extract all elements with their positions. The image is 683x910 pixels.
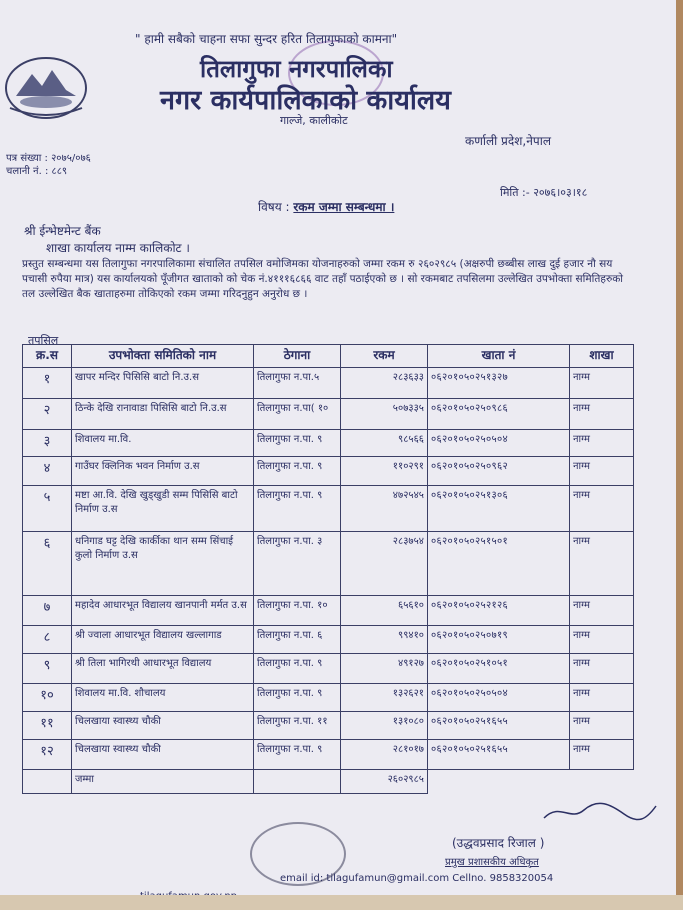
cell-account: ०६२०१०५०२५१०५१ [428, 654, 570, 684]
cell-branch: नाग्म [570, 368, 634, 399]
cell-account: ०६२०१०५०२५०९८६ [428, 399, 570, 430]
cell-sn: ४ [23, 457, 72, 486]
cell-committee: शिवालय मा.वि. शौचालय [72, 684, 254, 712]
cell-amount: ९९४१० [341, 626, 428, 654]
cell-branch: नाग्म [570, 457, 634, 486]
officer-name: (उद्धवप्रसाद रिजाल ) [452, 836, 545, 850]
cell-branch: नाग्म [570, 712, 634, 740]
header-address: ठेगाना [254, 345, 341, 368]
table-row [23, 368, 634, 399]
cell-branch: नाग्म [570, 430, 634, 457]
cell-branch: नाग्म [570, 626, 634, 654]
cell-branch: नाग्म [570, 596, 634, 626]
page-bottom-edge [0, 895, 683, 910]
office-name: नगर कार्यपालिकाको कार्यालय [160, 85, 451, 116]
cell-sn: ९ [23, 654, 72, 684]
cell-sn: ३ [23, 430, 72, 457]
cell-committee: मष्टा आ.वि. देखि खुड्खुडी सम्म पिसिसि बाटो निर्माण उ.स [72, 486, 254, 532]
header-sn: क्र.स [23, 345, 72, 368]
table-row [23, 596, 634, 626]
cell-amount: २८३६३३ [341, 368, 428, 399]
cell-address: तिलागुफा न.पा. ९ [254, 654, 341, 684]
cell-address: तिलागुफा न.पा.५ [254, 368, 341, 399]
cell-amount: ११०२९१ [341, 457, 428, 486]
subject-text: रकम जम्मा सम्बन्धमा । [293, 200, 395, 214]
cell-committee: चिलखाया स्वास्थ्य चौकी [72, 740, 254, 770]
cell-committee: श्री तिला भागिरथी आधारभूत विद्यालय [72, 654, 254, 684]
dispatch-number: चलानी नं. : ८८९ [6, 166, 68, 177]
cell-sn: १ [23, 368, 72, 399]
cell-account: ०६२०१०५०२५०९६२ [428, 457, 570, 486]
cell-amount: ९८५६६ [341, 430, 428, 457]
table-row [23, 486, 634, 532]
cell-account: ०६२०१०५०२५१६५५ [428, 740, 570, 770]
cell-branch: नाग्म [570, 654, 634, 684]
cell-amount: ४९१२७ [341, 654, 428, 684]
cell-account: ०६२०१०५०२५०७१९ [428, 626, 570, 654]
cell-account: ०६२०१०५०२५०५०४ [428, 684, 570, 712]
cell-address: तिलागुफा न.पा. ३ [254, 532, 341, 596]
cell-address: तिलागुफा न.पा. १० [254, 596, 341, 626]
cell-sn: १२ [23, 740, 72, 770]
cell-committee: ठिन्के देखि रानावाडा पिसिसि बाटो नि.उ.स [72, 399, 254, 430]
table-row [23, 740, 634, 770]
cell-amount: १३१०८० [341, 712, 428, 740]
contact-line: email id: tilagufamun@gmail.com Cellno. 9858320054 [280, 873, 554, 884]
cell-sn: ६ [23, 532, 72, 596]
org-name: तिलागुफा नगरपालिका [200, 55, 393, 83]
cell-sn: ५ [23, 486, 72, 532]
cell-blank [23, 770, 72, 794]
cell-committee: धनिगाड घट्ट देखि कार्कीका थान सम्म सिंचाई कुलो निर्माण उ.स [72, 532, 254, 596]
officer-designation: प्रमुख प्रशासकीय अधिकृत [445, 857, 539, 868]
cell-blank [570, 770, 634, 794]
cell-sn: ११ [23, 712, 72, 740]
letter-number: पत्र संख्या : २०७५/०७६ [6, 153, 91, 164]
cell-sn: १० [23, 684, 72, 712]
province: कर्णाली प्रदेश,नेपाल [465, 134, 551, 148]
table-row [23, 712, 634, 740]
table-row [23, 654, 634, 684]
table-caption: तपसिल [28, 334, 59, 347]
cell-address: तिलागुफा न.पा. ९ [254, 430, 341, 457]
header-amount: रकम [341, 345, 428, 368]
motto-text: " हामी सबैको चाहना सफा सुन्दर हरित तिलागुफाको कामना" [135, 32, 398, 46]
letter-date: मिति :- २०७६।०३।१८ [500, 186, 588, 199]
table-row [23, 626, 634, 654]
table-row [23, 430, 634, 457]
cell-account: ०६२०१०५०२५१६५५ [428, 712, 570, 740]
desk-edge [676, 0, 683, 910]
table-total-row [23, 770, 634, 794]
cell-address: तिलागुफा न.पा. ९ [254, 740, 341, 770]
cell-account: ०६२०१०५०२५१३२७ [428, 368, 570, 399]
cell-branch: नाग्म [570, 532, 634, 596]
cell-address: तिलागुफा न.पा. ९ [254, 457, 341, 486]
cell-blank [254, 770, 341, 794]
cell-branch: नाग्म [570, 684, 634, 712]
cell-address: तिलागुफा न.पा. ६ [254, 626, 341, 654]
recipient-line-2: शाखा कार्यालय नाम्म कालिकोट । [46, 241, 190, 255]
letter-body: प्रस्तुत सम्बन्धमा यस तिलागुफा नगरपालिकामा संचालित तपसिल वमोजिमका योजनाहरुको जम्मा रकम रु २६०२९८५ (अक्षरुपी छब्बीस लाख दुई हजार नौ सय पचासी रुपैया मात्र) यस कार्यालयको पूँजीगत खाताको को चेक नं.४१११६८६६ वाट तहाँ पठाईएको छ । सो रकमबाट तपसिलमा उल्लेखित उपभोक्ता समितिहरुको तल उल्लेखित बैक खाताहरुमा तोकिएको रकम जम्मा गरिदनुहुन अनुरोध छ । [22, 258, 624, 300]
cell-committee: श्री ज्वाला आधारभूत विद्यालय खल्लागाड [72, 626, 254, 654]
office-address: गाल्जे, कालीकोट [280, 114, 348, 127]
nepal-emblem-icon [2, 52, 90, 122]
signature-scribble-icon [540, 800, 660, 824]
total-amount: २६०२९८५ [341, 770, 428, 794]
table-row [23, 684, 634, 712]
cell-committee: महादेव आधारभूत विद्यालय खानपानी मर्मत उ.स [72, 596, 254, 626]
cell-sn: ७ [23, 596, 72, 626]
cell-account: ०६२०१०५०२५१३०६ [428, 486, 570, 532]
table-header-row [23, 345, 634, 368]
cell-address: तिलागुफा न.पा. ११ [254, 712, 341, 740]
cell-branch: नाग्म [570, 399, 634, 430]
table-row [23, 399, 634, 430]
cell-address: तिलागुफा न.पा. ९ [254, 486, 341, 532]
subject-line [258, 198, 394, 215]
cell-committee: चिलखाया स्वास्थ्य चौकी [72, 712, 254, 740]
cell-committee: खापर मन्दिर पिसिसि बाटो नि.उ.स [72, 368, 254, 399]
cell-branch: नाग्म [570, 740, 634, 770]
cell-amount: ५०७३३५ [341, 399, 428, 430]
cell-account: ०६२०१०५०२५२१२६ [428, 596, 570, 626]
cell-sn: २ [23, 399, 72, 430]
cell-amount: १३२६२१ [341, 684, 428, 712]
header-branch: शाखा [570, 345, 634, 368]
cell-amount: २८१०१७ [341, 740, 428, 770]
cell-committee: गाउँघर क्लिनिक भवन निर्माण उ.स [72, 457, 254, 486]
cell-committee: शिवालय मा.वि. [72, 430, 254, 457]
cell-amount: ४७२५४५ [341, 486, 428, 532]
header-account: खाता नं [428, 345, 570, 368]
subject-label: विषय : [258, 200, 290, 214]
header-committee: उपभोक्ता समितिको नाम [72, 345, 254, 368]
cell-address: तिलागुफा न.पा( १० [254, 399, 341, 430]
cell-address: तिलागुफा न.पा. ९ [254, 684, 341, 712]
cell-branch: नाग्म [570, 486, 634, 532]
cell-amount: ६५६१० [341, 596, 428, 626]
total-label: जम्मा [72, 770, 254, 794]
table-row [23, 532, 634, 596]
table-row [23, 457, 634, 486]
beneficiary-table [22, 344, 634, 794]
cell-amount: २८३७५४ [341, 532, 428, 596]
cell-sn: ८ [23, 626, 72, 654]
recipient-line-1: श्री ईन्भेष्टमेन्ट बैंक [24, 224, 101, 238]
cell-account: ०६२०१०५०२५०५०४ [428, 430, 570, 457]
cell-blank [428, 770, 570, 794]
cell-account: ०६२०१०५०२५१५०१ [428, 532, 570, 596]
